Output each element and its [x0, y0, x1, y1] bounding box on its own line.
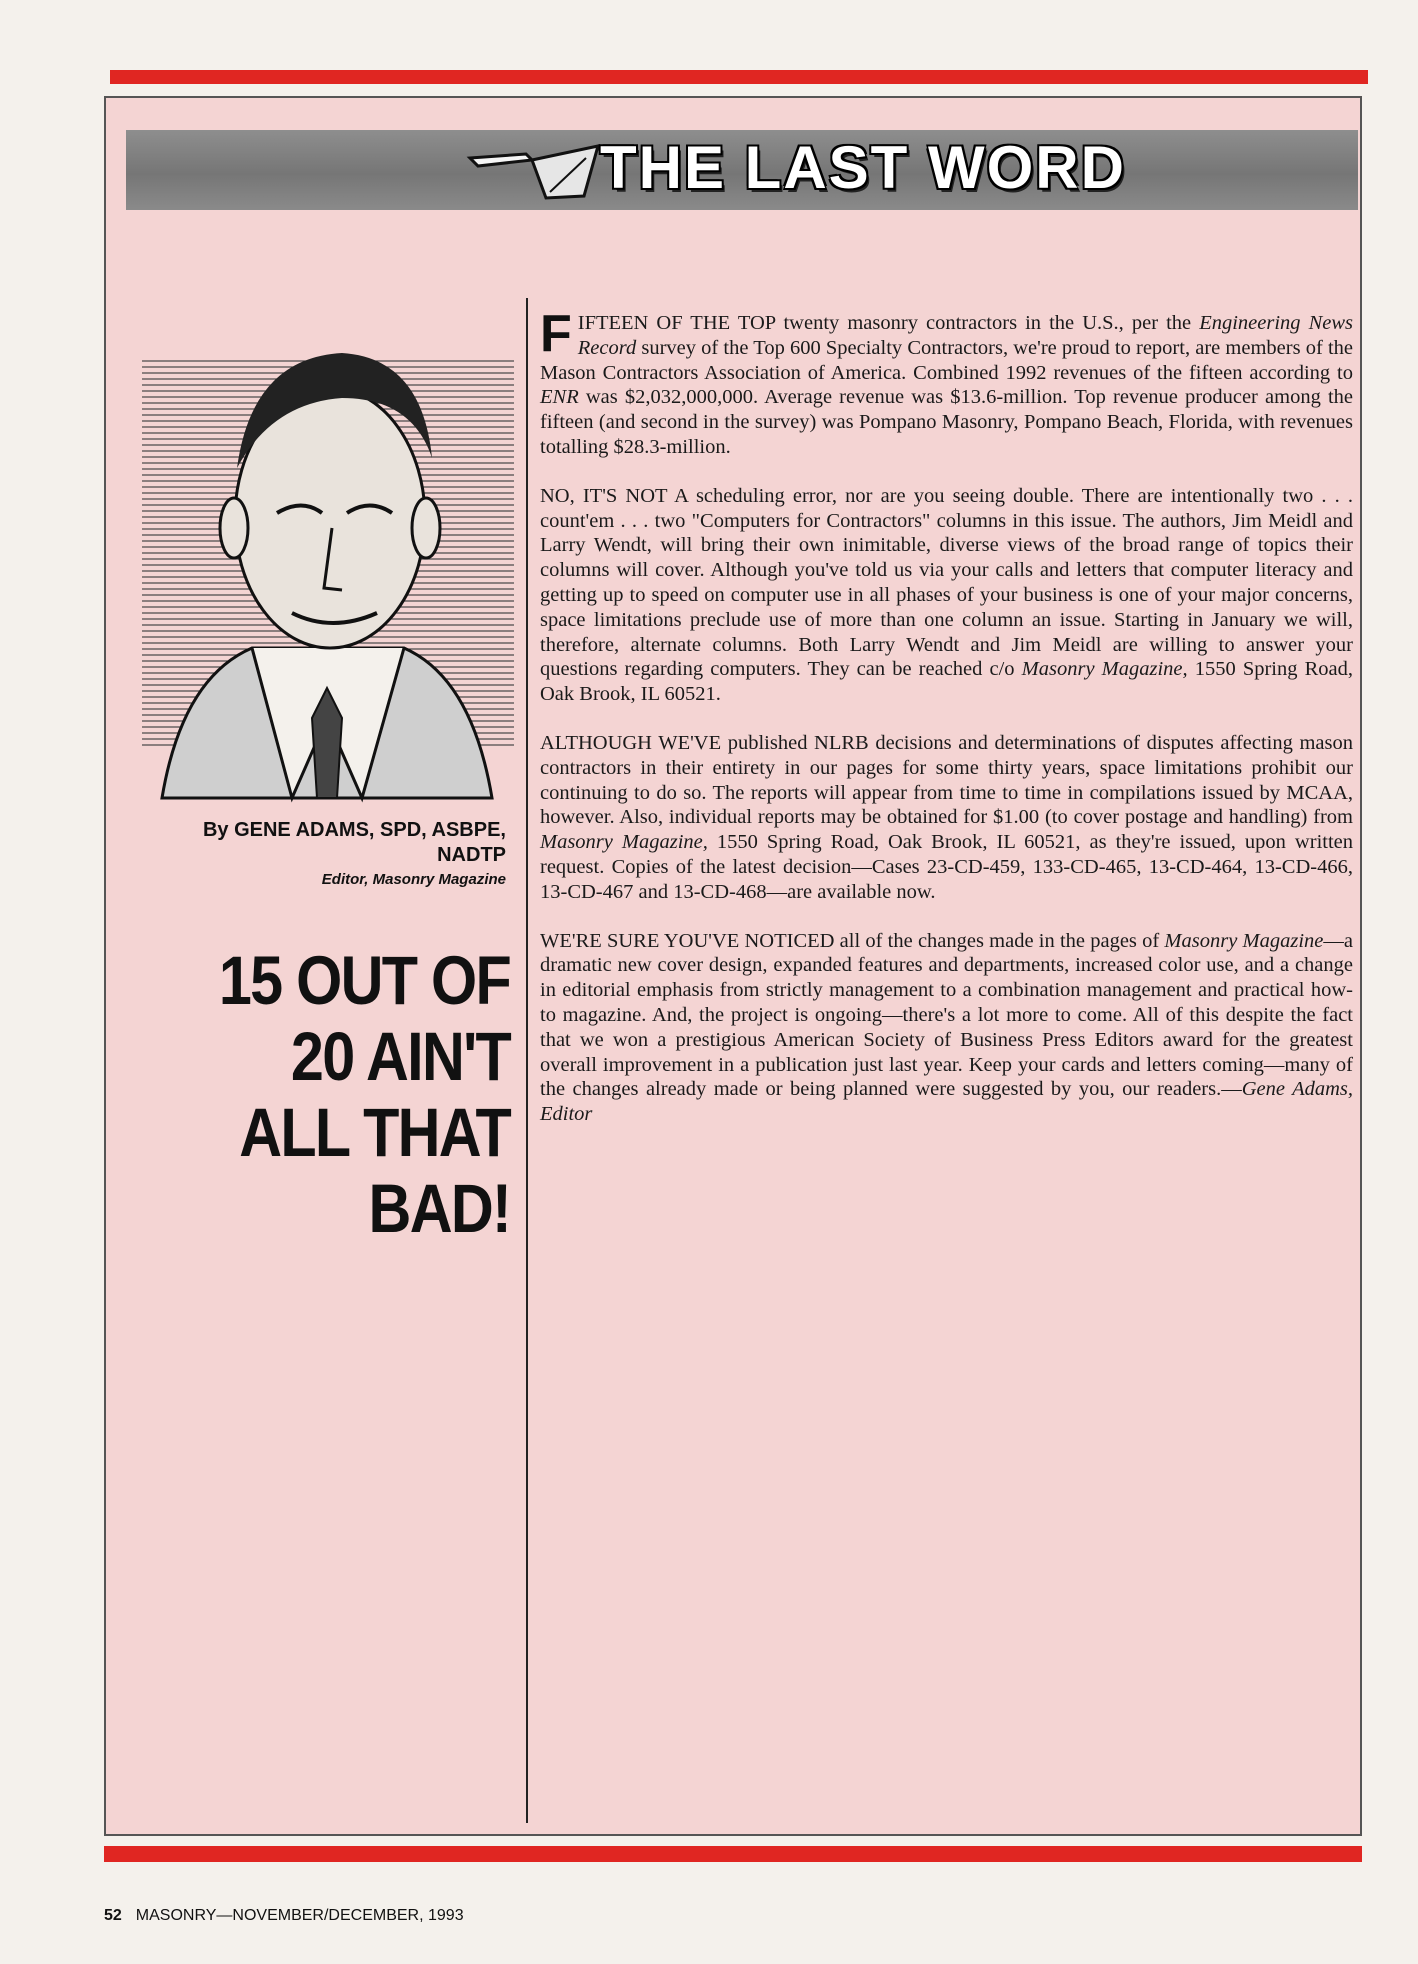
drop-cap: F	[540, 305, 572, 363]
section-banner	[126, 130, 1358, 210]
headline	[183, 943, 510, 1247]
top-red-rule	[110, 70, 1368, 84]
page-number: 52	[104, 1907, 122, 1924]
article-panel	[104, 96, 1362, 1836]
author-portrait-illustration	[142, 298, 514, 808]
article-body	[540, 305, 1354, 1151]
page-footer	[104, 1907, 464, 1925]
column-divider	[526, 298, 528, 1823]
paragraph-2: NO, IT'S NOT A scheduling error, nor are you seeing double. There are intentionally two . . . count'em . . . two "Computers for Contractors" columns in this issue. The authors, Jim Meidl and Larry Wendt, will bring their own inimitable, diverse views of the broad range of topics their columns will cover. Although you've told us via your calls and letters that computer literacy and getting up to speed on computer use in all phases of your business is one of your major concerns, space limitations preclude use of more than one column an issue. Starting in January we will, therefore, alternate columns. Both Larry Wendt and Jim Meidl are willing to answer your questions regarding computers. They can be reached c/o Masonry Magazine, 1550 Spring Road, Oak Brook, IL 60521.	[540, 484, 1354, 706]
trowel-icon	[466, 136, 606, 202]
author-name: By GENE ADAMS, SPD, ASBPE, NADTP	[202, 819, 506, 866]
author-role: Editor, Masonry Magazine	[321, 871, 506, 888]
paragraph-4: WE'RE SURE YOU'VE NOTICED all of the changes made in the pages of Masonry Magazine—a dramatic new cover design, expanded features and departments, increased color use, and a change in editorial emphasis from strictly management to a combination management and practical how-to magazine. And, the project is ongoing—there's a lot more to come. All of this despite the fact that we won a prestigious American Society of Business Press Editors award for the greatest overall improvement in a publication just last year. Keep your cards and letters coming—many of the changes already made or being planned were suggested by you, our readers.—Gene Adams, Editor	[540, 929, 1354, 1126]
headline-line: 15 OUT OF	[218, 942, 510, 1019]
footer-publication: MASONRY—NOVEMBER/DECEMBER, 1993	[135, 1907, 464, 1924]
headline-line: BAD!	[368, 1170, 510, 1247]
section-title: THE LAST WORD	[600, 134, 1126, 201]
byline	[130, 818, 506, 891]
headline-line: ALL THAT	[239, 1094, 511, 1171]
bottom-red-rule	[104, 1846, 1362, 1862]
signature: Gene Adams, Editor	[540, 1078, 1354, 1126]
paragraph-3: ALTHOUGH WE'VE published NLRB decisions and determinations of disputes affecting mason contractors in their entirety in our pages for some thirty years, space limitations prohibit our continuing to do so. The reports will appear from time to time in compilations issued by MCAA, however. Also, individual reports may be obtained for $1.00 (to cover postage and handling) from Masonry Magazine, 1550 Spring Road, Oak Brook, IL 60521, as they're issued, upon written request. Copies of the latest decision—Cases 23-CD-459, 133-CD-465, 13-CD-464, 13-CD-466, 13-CD-467 and 13-CD-468—are available now.	[540, 731, 1353, 903]
headline-line: 20 AIN'T	[290, 1018, 510, 1095]
paragraph-1: FIFTEEN OF THE TOP twenty masonry contractors in the U.S., per the Engineering News Record survey of the Top 600 Specialty Contractors, we're proud to report, are members of the Mason Contractors Association of America. Combined 1992 revenues of the fifteen according to ENR was $2,032,000,000. Average revenue was $13.6-million. Top revenue producer among the fifteen (and second in the survey) was Pompano Masonry, Pompano Beach, Florida, with revenues totalling $28.3-million.	[540, 305, 1354, 458]
